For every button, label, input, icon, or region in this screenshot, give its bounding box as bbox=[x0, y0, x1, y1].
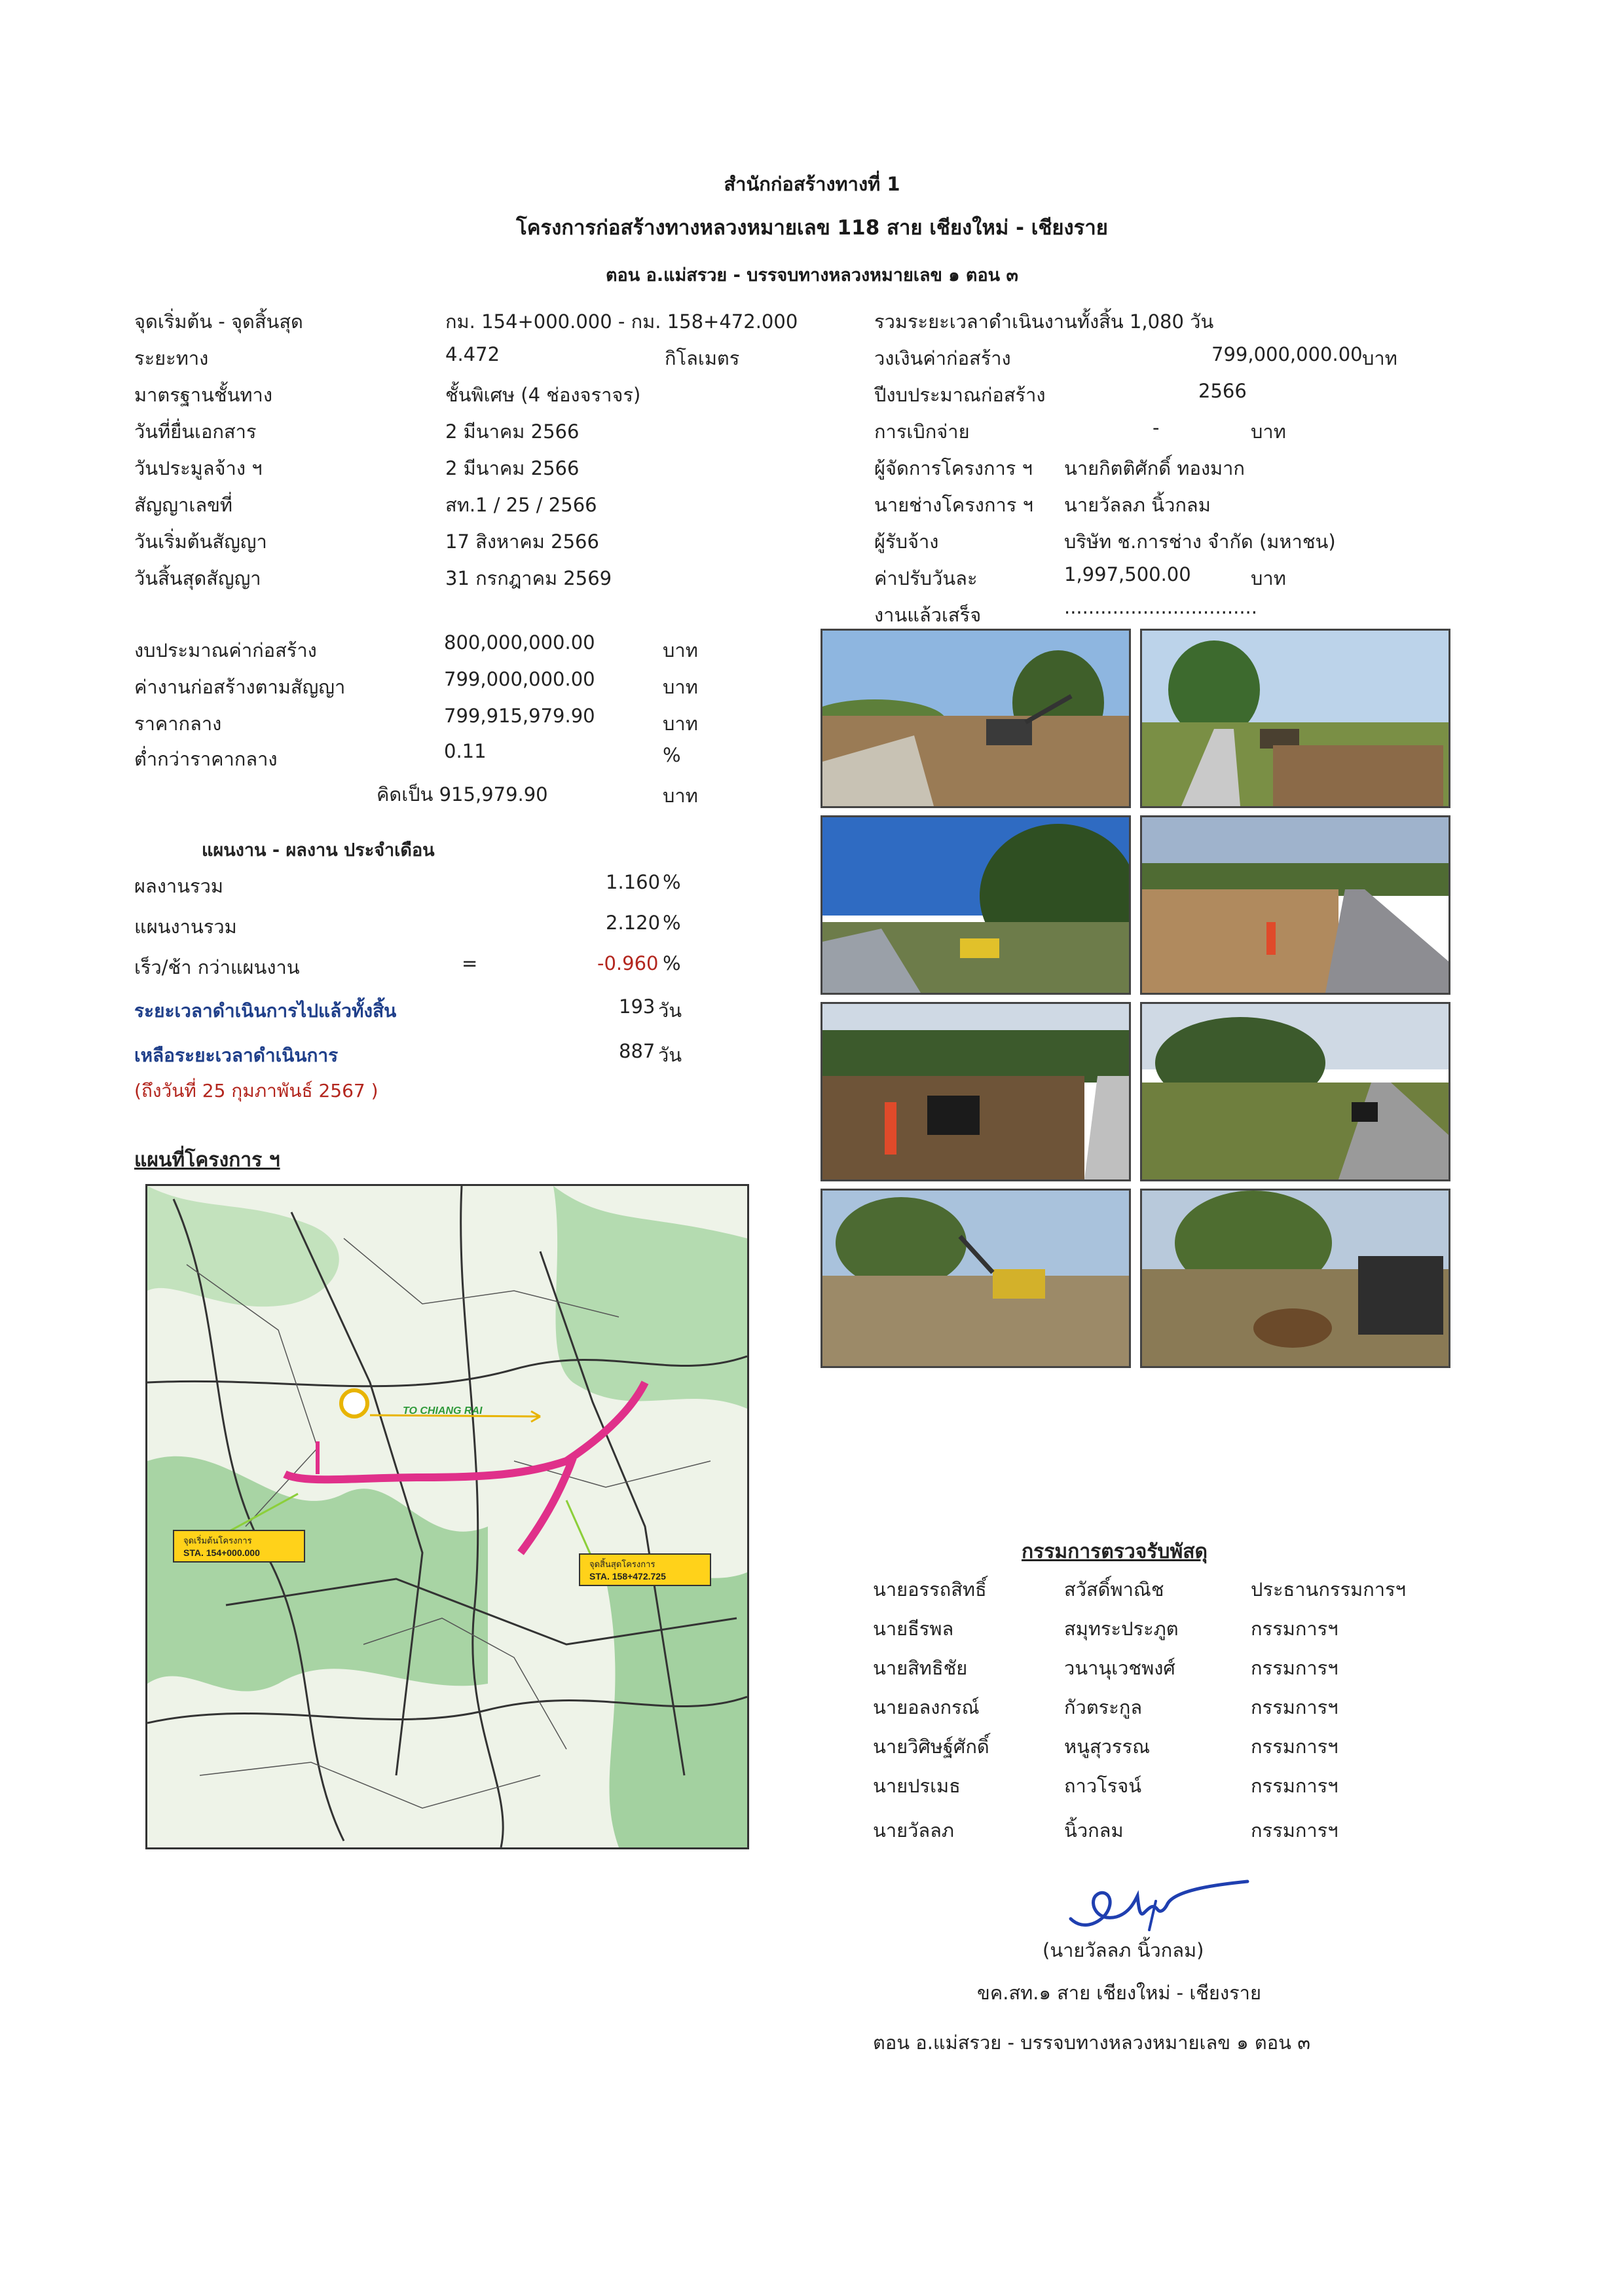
elapsed-label: ระยะเวลาดำเนินการไปแล้วทั้งสิ้น bbox=[134, 1000, 397, 1022]
site-photo bbox=[821, 815, 1131, 995]
budget-label: ค่างานก่อสร้างตามสัญญา bbox=[134, 676, 346, 698]
info-value: 2566 bbox=[1198, 380, 1247, 402]
budget-value: 800,000,000.00 bbox=[444, 631, 595, 654]
site-photo bbox=[1140, 1189, 1450, 1368]
member-role: กรรมการฯ bbox=[1251, 1696, 1338, 1718]
progress-label: แผนงานรวม bbox=[134, 916, 237, 938]
info-value: 1,997,500.00 bbox=[1064, 563, 1191, 585]
budget-value: 799,915,979.90 bbox=[444, 705, 595, 727]
member-first: นายธีรพล bbox=[873, 1618, 954, 1640]
progress-label: เร็ว/ช้า กว่าแผนงาน bbox=[134, 956, 300, 978]
budget-label: คิดเป็น 915,979.90 bbox=[377, 783, 548, 805]
progress-unit: % bbox=[663, 871, 681, 893]
site-photo bbox=[821, 629, 1131, 808]
progress-unit: % bbox=[663, 952, 681, 974]
budget-unit: บาท bbox=[663, 676, 698, 698]
info-value: 2 มีนาคม 2566 bbox=[445, 420, 580, 443]
info-value: 2 มีนาคม 2566 bbox=[445, 457, 580, 479]
site-photo bbox=[821, 1189, 1131, 1368]
info-label: จุดเริ่มต้น - จุดสิ้นสุด bbox=[134, 310, 303, 333]
info-value: นายวัลลภ นิ้วกลม bbox=[1064, 494, 1211, 516]
section-title: ตอน อ.แม่สรวย - บรรจบทางหลวงหมายเลข ๑ ตอน ๓ bbox=[606, 265, 1018, 286]
member-role: กรรมการฯ bbox=[1251, 1775, 1338, 1797]
map-title: แผนที่โครงการ ฯ bbox=[134, 1149, 280, 1172]
project-title: โครงการก่อสร้างทางหลวงหมายเลข 118 สาย เชียงใหม่ - เชียงราย bbox=[516, 216, 1108, 240]
office-title: สำนักก่อสร้างทางที่ 1 bbox=[724, 173, 900, 195]
info-label: สัญญาเลขที่ bbox=[134, 494, 233, 516]
member-first: นายอรรถสิทธิ์ bbox=[873, 1578, 987, 1601]
info-value: บริษัท ช.การช่าง จำกัด (มหาชน) bbox=[1064, 530, 1336, 553]
progress-title: แผนงาน - ผลงาน ประจำเดือน bbox=[202, 840, 435, 861]
signature-image bbox=[1058, 1870, 1254, 1944]
member-last: กัวตระกูล bbox=[1064, 1696, 1143, 1718]
info-label: ปีงบประมาณก่อสร้าง bbox=[874, 384, 1046, 406]
member-first: นายวิศิษฐ์ศักดิ์ bbox=[873, 1735, 989, 1758]
member-first: นายสิทธิชัย bbox=[873, 1657, 968, 1679]
member-role: กรรมการฯ bbox=[1251, 1657, 1338, 1679]
info-label: ผู้รับจ้าง bbox=[874, 530, 939, 553]
info-label: วันประมูลจ้าง ฯ bbox=[134, 457, 263, 479]
elapsed-value: 193 bbox=[619, 995, 655, 1018]
info-label: มาตรฐานชั้นทาง bbox=[134, 384, 272, 406]
member-first: นายปรเมธ bbox=[873, 1775, 961, 1797]
info-unit: บาท bbox=[1251, 420, 1286, 443]
info-label: วันที่ยื่นเอกสาร bbox=[134, 420, 257, 443]
info-label: วันเริ่มต้นสัญญา bbox=[134, 530, 267, 553]
budget-value: 799,000,000.00 bbox=[444, 668, 595, 690]
info-label: ระยะทาง bbox=[134, 347, 209, 369]
info-label: การเบิกจ่าย bbox=[874, 420, 970, 443]
budget-unit: บาท bbox=[663, 785, 698, 807]
info-label: ค่าปรับวันละ bbox=[874, 567, 978, 589]
direction-label: TO CHIANG RAI bbox=[403, 1405, 483, 1416]
end-sta: STA. 158+472.725 bbox=[589, 1571, 666, 1582]
progress-eq: = bbox=[462, 952, 478, 974]
progress-unit: % bbox=[663, 912, 681, 934]
info-label: นายช่างโครงการ ฯ bbox=[874, 494, 1033, 516]
info-value: ชั้นพิเศษ (4 ช่องจราจร) bbox=[445, 384, 641, 406]
budget-label: ราคากลาง bbox=[134, 713, 222, 735]
budget-value: 0.11 bbox=[444, 740, 487, 762]
info-label: วงเงินค่าก่อสร้าง bbox=[874, 347, 1011, 369]
member-first: นายวัลลภ bbox=[873, 1819, 955, 1842]
info-label: รวมระยะเวลาดำเนินงานทั้งสิ้น 1,080 วัน bbox=[874, 310, 1214, 333]
info-value: นายกิตติศักดิ์ ทองมาก bbox=[1064, 457, 1245, 479]
site-photo bbox=[821, 1002, 1131, 1181]
start-label: จุดเริ่มต้นโครงการ bbox=[183, 1536, 252, 1546]
info-value: ................................ bbox=[1064, 596, 1257, 618]
info-unit: บาท bbox=[1251, 567, 1286, 589]
as-of-date: (ถึงวันที่ 25 กุมภาพันธ์ 2567 ) bbox=[134, 1080, 378, 1102]
member-role: กรรมการฯ bbox=[1251, 1618, 1338, 1640]
info-value: - bbox=[1153, 417, 1160, 439]
member-role: กรรมการฯ bbox=[1251, 1819, 1338, 1842]
remaining-unit: วัน bbox=[658, 1044, 682, 1066]
signer-position: ขค.สท.๑ สาย เชียงใหม่ - เชียงราย bbox=[977, 1982, 1261, 2004]
member-last: สมุทระประภูต bbox=[1064, 1618, 1179, 1640]
committee-title: กรรมการตรวจรับพัสดุ bbox=[1022, 1540, 1208, 1563]
remaining-label: เหลือระยะเวลาดำเนินการ bbox=[134, 1045, 339, 1066]
start-sta: STA. 154+000.000 bbox=[183, 1547, 260, 1558]
site-photo bbox=[1140, 1002, 1450, 1181]
info-label: ผู้จัดการโครงการ ฯ bbox=[874, 457, 1033, 479]
budget-label: ต่ำกว่าราคากลาง bbox=[134, 748, 278, 770]
progress-value: 2.120 bbox=[606, 912, 661, 934]
member-role: กรรมการฯ bbox=[1251, 1735, 1338, 1758]
member-role: ประธานกรรมการฯ bbox=[1251, 1578, 1406, 1601]
member-last: นิ้วกลม bbox=[1064, 1819, 1124, 1842]
info-value: 799,000,000.00 bbox=[1211, 343, 1363, 365]
signer-name: (นายวัลลภ นิ้วกลม) bbox=[1043, 1939, 1204, 1961]
budget-unit: บาท bbox=[663, 639, 698, 661]
budget-unit: บาท bbox=[663, 713, 698, 735]
end-label: จุดสิ้นสุดโครงการ bbox=[589, 1559, 655, 1569]
site-photo bbox=[1140, 815, 1450, 995]
info-value: 17 สิงหาคม 2566 bbox=[445, 530, 599, 553]
signer-section: ตอน อ.แม่สรวย - บรรจบทางหลวงหมายเลข ๑ ตอน ๓ bbox=[873, 2031, 1311, 2054]
info-value: 4.472 bbox=[445, 343, 500, 365]
site-photo bbox=[1140, 629, 1450, 808]
member-last: วนานุเวชพงศ์ bbox=[1064, 1657, 1175, 1679]
progress-value: -0.960 bbox=[597, 952, 659, 974]
progress-label: ผลงานรวม bbox=[134, 875, 224, 897]
elapsed-unit: วัน bbox=[658, 999, 682, 1022]
info-label: วันสิ้นสุดสัญญา bbox=[134, 567, 261, 589]
info-value: กม. 154+000.000 - กม. 158+472.000 bbox=[445, 310, 798, 333]
budget-label: งบประมาณค่าก่อสร้าง bbox=[134, 639, 317, 661]
info-value: สท.1 / 25 / 2566 bbox=[445, 494, 597, 516]
info-unit: กิโลเมตร bbox=[665, 347, 740, 369]
budget-unit: % bbox=[663, 744, 681, 766]
project-map bbox=[145, 1184, 749, 1849]
info-unit: บาท bbox=[1362, 347, 1397, 369]
info-label: งานแล้วเสร็จ bbox=[874, 604, 982, 626]
info-value: 31 กรกฎาคม 2569 bbox=[445, 567, 612, 589]
remaining-value: 887 bbox=[619, 1040, 655, 1062]
member-last: หนูสุวรรณ bbox=[1064, 1735, 1150, 1758]
member-last: สวัสดิ์พาณิช bbox=[1064, 1578, 1164, 1601]
progress-value: 1.160 bbox=[606, 871, 661, 893]
member-first: นายอลงกรณ์ bbox=[873, 1696, 980, 1718]
member-last: ถาวโรจน์ bbox=[1064, 1775, 1142, 1797]
